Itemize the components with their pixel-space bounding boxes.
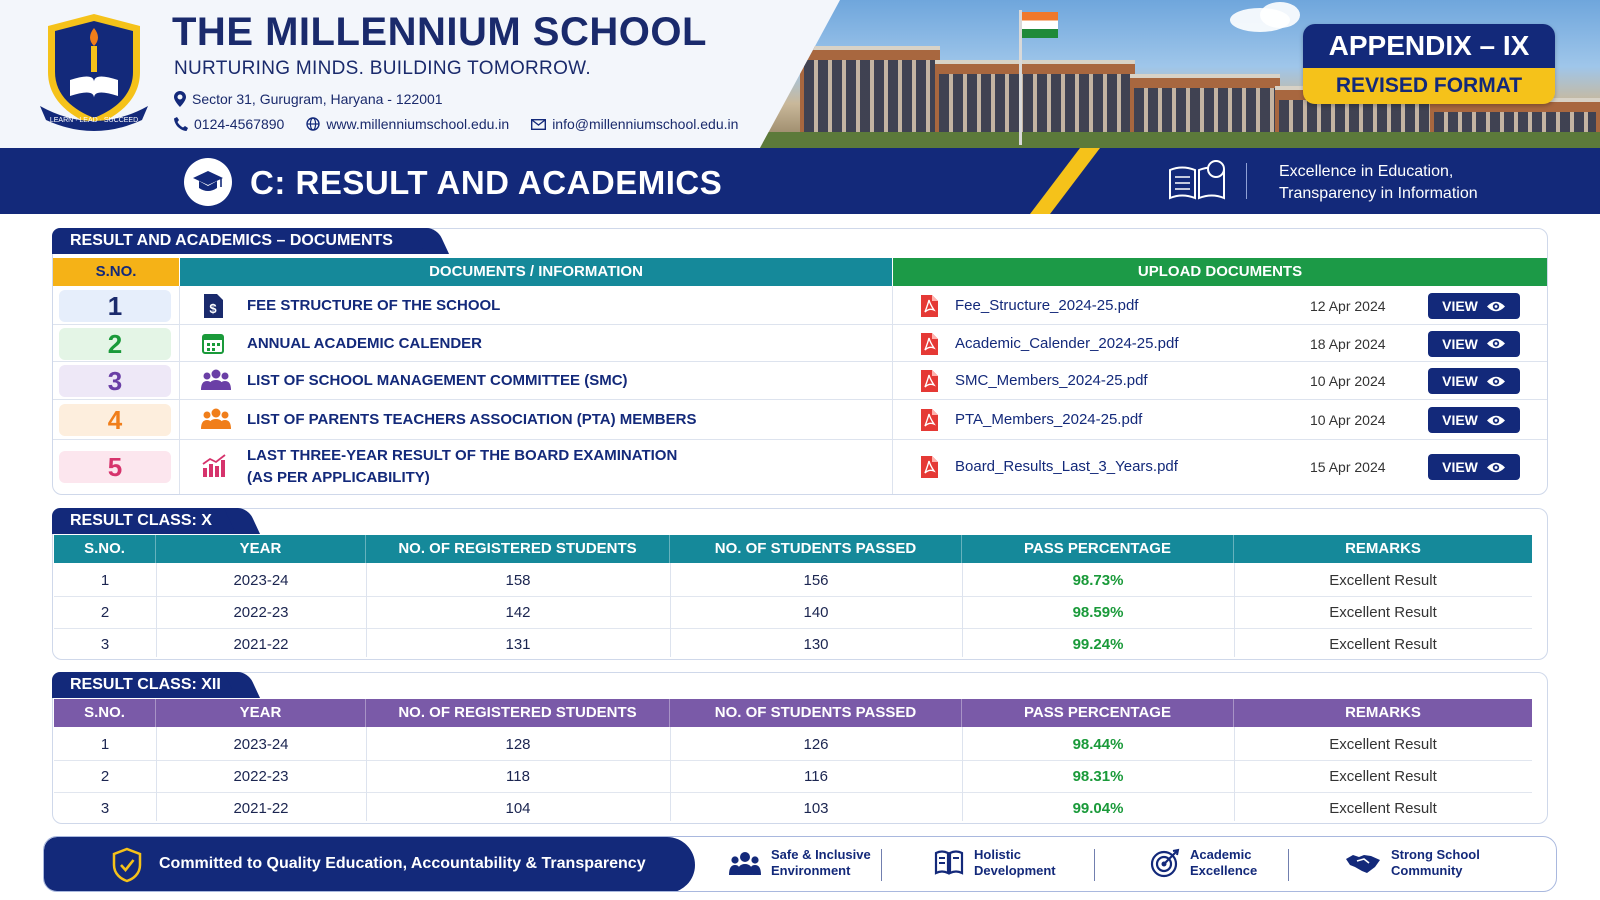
document-title-line-1: ANNUAL ACADEMIC CALENDER bbox=[247, 334, 482, 352]
upload-date: 10 Apr 2024 bbox=[1310, 412, 1386, 428]
school-tagline: NURTURING MINDS. BUILDING TOMORROW. bbox=[174, 58, 591, 79]
title-bar-divider bbox=[1246, 163, 1247, 199]
footer-feature-text bbox=[974, 847, 1056, 879]
result-sno: 1 bbox=[100, 572, 110, 589]
document-title-line-2: (AS PER APPLICABILITY) bbox=[247, 469, 430, 486]
school-crest-logo bbox=[36, 10, 152, 132]
uploaded-file-name[interactable]: Academic_Calender_2024-25.pdf bbox=[955, 334, 1179, 352]
result-column-divider bbox=[670, 563, 671, 657]
svg-text:$: $ bbox=[209, 301, 217, 316]
footer-feature-divider bbox=[1288, 849, 1289, 881]
document-title bbox=[247, 295, 500, 317]
document-sno: 3 bbox=[59, 365, 171, 397]
document-title bbox=[247, 333, 482, 355]
upload-date: 10 Apr 2024 bbox=[1310, 373, 1386, 389]
community-icon bbox=[729, 851, 761, 875]
footer-feature bbox=[934, 847, 1056, 879]
pdf-file-icon bbox=[919, 408, 939, 437]
footer-feature-line-1: Academic bbox=[1190, 847, 1252, 862]
result-column-header: NO. OF REGISTERED STUDENTS bbox=[366, 699, 670, 727]
eye-icon bbox=[1486, 337, 1506, 350]
uploaded-file-name[interactable]: SMC_Members_2024-25.pdf bbox=[955, 372, 1148, 389]
excellence-statement bbox=[1279, 161, 1478, 205]
document-row bbox=[53, 362, 1547, 400]
pdf-file-icon bbox=[919, 455, 939, 484]
view-document-button[interactable] bbox=[1428, 368, 1520, 394]
result-column-header: REMARKS bbox=[1234, 699, 1532, 727]
result-remarks: Excellent Result bbox=[1329, 800, 1437, 817]
view-document-button[interactable] bbox=[1428, 293, 1520, 319]
eye-icon bbox=[1486, 414, 1506, 427]
result-column-divider bbox=[962, 563, 963, 657]
footer-feature bbox=[1150, 847, 1257, 879]
documents-section-label: RESULT AND ACADEMICS – DOCUMENTS bbox=[52, 228, 431, 254]
open-book-icon bbox=[1166, 160, 1228, 202]
document-sno: 4 bbox=[59, 404, 171, 436]
result-column-divider bbox=[962, 727, 963, 821]
eye-icon bbox=[1486, 300, 1506, 313]
document-row bbox=[53, 400, 1547, 440]
excellence-line-2: Transparency in Information bbox=[1279, 185, 1478, 202]
view-button-label: VIEW bbox=[1442, 412, 1478, 428]
passed-count: 130 bbox=[803, 636, 829, 653]
result-column-header: REMARKS bbox=[1234, 535, 1532, 563]
location-pin-icon bbox=[174, 91, 186, 107]
result-x-section-label: RESULT CLASS: X bbox=[52, 508, 242, 534]
book-icon bbox=[934, 849, 964, 877]
document-row bbox=[53, 440, 1547, 494]
document-title-line-1: FEE STRUCTURE OF THE SCHOOL bbox=[247, 297, 501, 314]
result-column-divider bbox=[1234, 563, 1235, 657]
result-year: 2022-23 bbox=[233, 768, 289, 785]
pdf-file-icon bbox=[919, 332, 939, 361]
result-row-divider bbox=[54, 596, 1532, 597]
appendix-badge bbox=[1303, 24, 1555, 104]
result-column-divider bbox=[670, 727, 671, 821]
shield-check-icon bbox=[112, 847, 142, 883]
document-sno: 2 bbox=[59, 328, 171, 360]
registered-count: 158 bbox=[505, 572, 531, 589]
document-sno: 5 bbox=[59, 451, 171, 483]
address-text: Sector 31, Gurugram, Haryana - 122001 bbox=[192, 91, 443, 107]
col-header-sno: S.NO. bbox=[53, 258, 179, 286]
footer-commitment-text: Committed to Quality Education, Accountability & Transparency bbox=[159, 855, 646, 872]
phone-icon bbox=[174, 117, 188, 131]
pass-percentage: 98.31% bbox=[1072, 768, 1124, 785]
registered-count: 128 bbox=[505, 736, 531, 753]
col-header-upload: UPLOAD DOCUMENTS bbox=[893, 258, 1547, 286]
result-sno: 3 bbox=[100, 800, 110, 817]
graduation-cap-icon bbox=[184, 158, 232, 206]
passed-count: 116 bbox=[804, 768, 828, 785]
result-remarks: Excellent Result bbox=[1329, 636, 1437, 653]
passed-count: 126 bbox=[803, 736, 829, 753]
footer-feature-text bbox=[771, 847, 871, 879]
footer-bar bbox=[43, 836, 1557, 892]
result-year: 2021-22 bbox=[233, 800, 289, 817]
result-column-header: YEAR bbox=[156, 535, 366, 563]
school-address bbox=[174, 91, 443, 107]
footer-feature-text bbox=[1190, 847, 1257, 879]
document-row bbox=[53, 287, 1547, 325]
result-column-header: PASS PERCENTAGE bbox=[962, 699, 1234, 727]
result-column-divider bbox=[1234, 727, 1235, 821]
result-column-divider bbox=[366, 727, 367, 821]
registered-count: 142 bbox=[505, 604, 531, 621]
email-link[interactable]: info@millenniumschool.edu.in bbox=[552, 116, 739, 132]
result-row-divider bbox=[54, 760, 1532, 761]
globe-icon bbox=[306, 117, 320, 131]
registered-count: 104 bbox=[505, 800, 531, 817]
result-sno: 3 bbox=[100, 636, 110, 653]
result-year: 2023-24 bbox=[233, 736, 289, 753]
registered-count: 118 bbox=[506, 768, 530, 785]
registered-count: 131 bbox=[505, 636, 531, 653]
appendix-subtitle: REVISED FORMAT bbox=[1303, 68, 1555, 104]
footer-feature bbox=[729, 847, 871, 879]
passed-count: 140 bbox=[803, 604, 829, 621]
result-column-header: NO. OF STUDENTS PASSED bbox=[670, 535, 962, 563]
col-header-documents: DOCUMENTS / INFORMATION bbox=[180, 258, 892, 286]
eye-icon bbox=[1486, 461, 1506, 474]
view-document-button[interactable] bbox=[1428, 407, 1520, 433]
school-name: THE MILLENNIUM SCHOOL bbox=[172, 10, 707, 54]
result-column-divider bbox=[156, 727, 157, 821]
footer-feature-line-2: Excellence bbox=[1190, 863, 1258, 878]
result-remarks: Excellent Result bbox=[1329, 604, 1437, 621]
section-title: C: RESULT AND ACADEMICS bbox=[250, 164, 723, 201]
result-sno: 1 bbox=[100, 736, 110, 753]
result-column-header: YEAR bbox=[156, 699, 366, 727]
result-column-header: NO. OF REGISTERED STUDENTS bbox=[366, 535, 670, 563]
view-button-label: VIEW bbox=[1442, 459, 1478, 475]
pass-percentage: 98.59% bbox=[1072, 604, 1124, 621]
website-link[interactable]: www.millenniumschool.edu.in bbox=[326, 116, 510, 132]
document-sno: 1 bbox=[59, 290, 171, 322]
passed-count: 156 bbox=[803, 572, 829, 589]
document-title bbox=[247, 409, 696, 431]
pass-percentage: 99.04% bbox=[1072, 800, 1124, 817]
document-title-line-1: LAST THREE-YEAR RESULT OF THE BOARD EXAMINATION bbox=[247, 447, 678, 464]
result-column-divider bbox=[156, 563, 157, 657]
footer-feature-line-1: Holistic bbox=[974, 847, 1021, 862]
result-column-header: NO. OF STUDENTS PASSED bbox=[670, 699, 962, 727]
result-xii-section-label: RESULT CLASS: XII bbox=[52, 672, 242, 698]
document-title bbox=[247, 370, 628, 392]
view-button-label: VIEW bbox=[1442, 373, 1478, 389]
uploaded-file-name[interactable]: Fee_Structure_2024-25.pdf bbox=[955, 297, 1139, 314]
result-column-header: S.NO. bbox=[54, 699, 156, 727]
result-remarks: Excellent Result bbox=[1329, 736, 1437, 753]
uploaded-file-name[interactable]: PTA_Members_2024-25.pdf bbox=[955, 411, 1143, 428]
target-icon bbox=[1150, 848, 1180, 878]
appendix-title: APPENDIX – IX bbox=[1303, 24, 1555, 68]
footer-feature-line-2: Community bbox=[1391, 863, 1463, 878]
result-sno: 2 bbox=[100, 768, 110, 785]
pass-percentage: 98.73% bbox=[1072, 572, 1124, 589]
footer-feature-line-1: Strong School bbox=[1391, 847, 1480, 862]
footer-feature-divider bbox=[1094, 849, 1095, 881]
passed-count: 103 bbox=[803, 800, 829, 817]
footer-feature bbox=[1345, 847, 1480, 879]
fee-icon bbox=[201, 293, 225, 324]
footer-feature-line-1: Safe & Inclusive bbox=[771, 847, 871, 862]
result-column-header: S.NO. bbox=[54, 535, 156, 563]
phone-number[interactable]: 0124-4567890 bbox=[194, 116, 285, 132]
contact-info bbox=[174, 116, 738, 132]
pdf-file-icon bbox=[919, 294, 939, 323]
result-year: 2023-24 bbox=[233, 572, 289, 589]
page-header bbox=[0, 0, 1600, 148]
footer-feature-line-2: Development bbox=[974, 863, 1056, 878]
view-button-label: VIEW bbox=[1442, 298, 1478, 314]
uploaded-file-name[interactable]: Board_Results_Last_3_Years.pdf bbox=[955, 458, 1178, 475]
document-title-line-1: LIST OF PARENTS TEACHERS ASSOCIATION (PTA) MEMBERS bbox=[247, 411, 697, 428]
pdf-file-icon bbox=[919, 369, 939, 398]
document-title-line-1: LIST OF SCHOOL MANAGEMENT COMMITTEE (SMC) bbox=[247, 372, 628, 389]
excellence-line-1: Excellence in Education, bbox=[1279, 163, 1454, 180]
calendar-icon bbox=[201, 331, 225, 360]
result-year: 2022-23 bbox=[233, 604, 289, 621]
handshake-icon bbox=[1345, 851, 1381, 875]
footer-feature-text bbox=[1391, 847, 1480, 879]
bar-chart-icon bbox=[201, 454, 227, 483]
pass-percentage: 98.44% bbox=[1072, 736, 1124, 753]
result-row-divider bbox=[54, 628, 1532, 629]
result-remarks: Excellent Result bbox=[1329, 768, 1437, 785]
footer-feature-line-2: Environment bbox=[771, 863, 851, 878]
group-icon bbox=[201, 368, 231, 395]
pass-percentage: 99.24% bbox=[1072, 636, 1124, 653]
upload-date: 15 Apr 2024 bbox=[1310, 459, 1386, 475]
result-row-divider bbox=[54, 792, 1532, 793]
result-remarks: Excellent Result bbox=[1329, 572, 1437, 589]
result-column-header: PASS PERCENTAGE bbox=[962, 535, 1234, 563]
view-document-button[interactable] bbox=[1428, 331, 1520, 357]
crest-motto: LEARN · LEAD · SUCCEED bbox=[49, 117, 139, 124]
upload-date: 12 Apr 2024 bbox=[1310, 298, 1386, 314]
result-year: 2021-22 bbox=[233, 636, 289, 653]
view-button-label: VIEW bbox=[1442, 335, 1478, 352]
result-column-divider bbox=[366, 563, 367, 657]
eye-icon bbox=[1486, 375, 1506, 388]
people-icon bbox=[201, 407, 231, 434]
view-document-button[interactable] bbox=[1428, 454, 1520, 480]
india-flag-icon bbox=[1022, 12, 1058, 38]
footer-feature-divider bbox=[881, 849, 882, 881]
mail-icon bbox=[531, 119, 546, 130]
result-sno: 2 bbox=[100, 604, 110, 621]
document-title bbox=[247, 445, 677, 489]
upload-date: 18 Apr 2024 bbox=[1310, 335, 1386, 352]
document-row bbox=[53, 325, 1547, 362]
